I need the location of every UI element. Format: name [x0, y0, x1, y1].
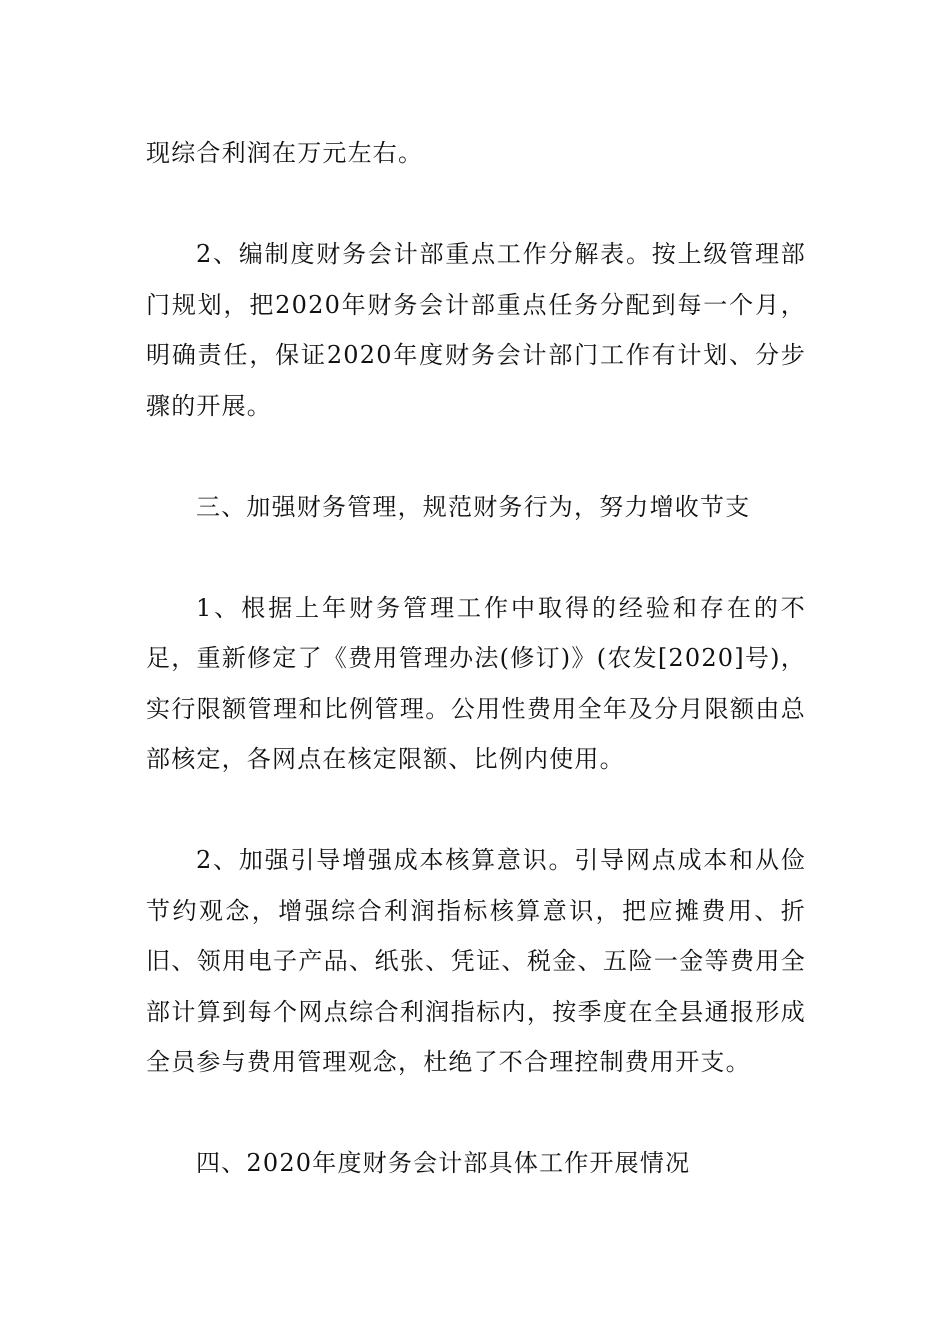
paragraph-item-1-management: 1、根据上年财务管理工作中取得的经验和存在的不足，重新修定了《费用管理办法(修订)》(农发[2020]号)，实行限额管理和比例管理。公用性费用全年及分月限额由总部核定，各网点在核定限额、比例内使用。 — [146, 593, 806, 773]
paragraph-item-2-plan: 2、编制度财务会计部重点工作分解表。按上级管理部门规划，把2020年财务会计部重点任务分配到每一个月，明确责任，保证2020年度财务会计部门工作有计划、分步骤的开展。 — [146, 240, 806, 420]
paragraph-item-2-cost: 2、加强引导增强成本核算意识。引导网点成本和从俭节约观念，增强综合利润指标核算意识，把应摊费用、折旧、领用电子产品、纸张、凭证、税金、五险一金等费用全部计算到每个网点综合利润指标内，按季度在全县通报形成全员参与费用管理观念，杜绝了不合理控制费用开支。 — [146, 846, 806, 1076]
section-heading-3: 三、加强财务管理，规范财务行为，努力增收节支 — [196, 492, 751, 521]
document-body — [146, 128, 806, 1239]
section-heading-4: 四、2020年度财务会计部具体工作开展情况 — [196, 1149, 691, 1177]
paragraph-continuation: 现综合利润在万元左右。 — [146, 139, 424, 167]
